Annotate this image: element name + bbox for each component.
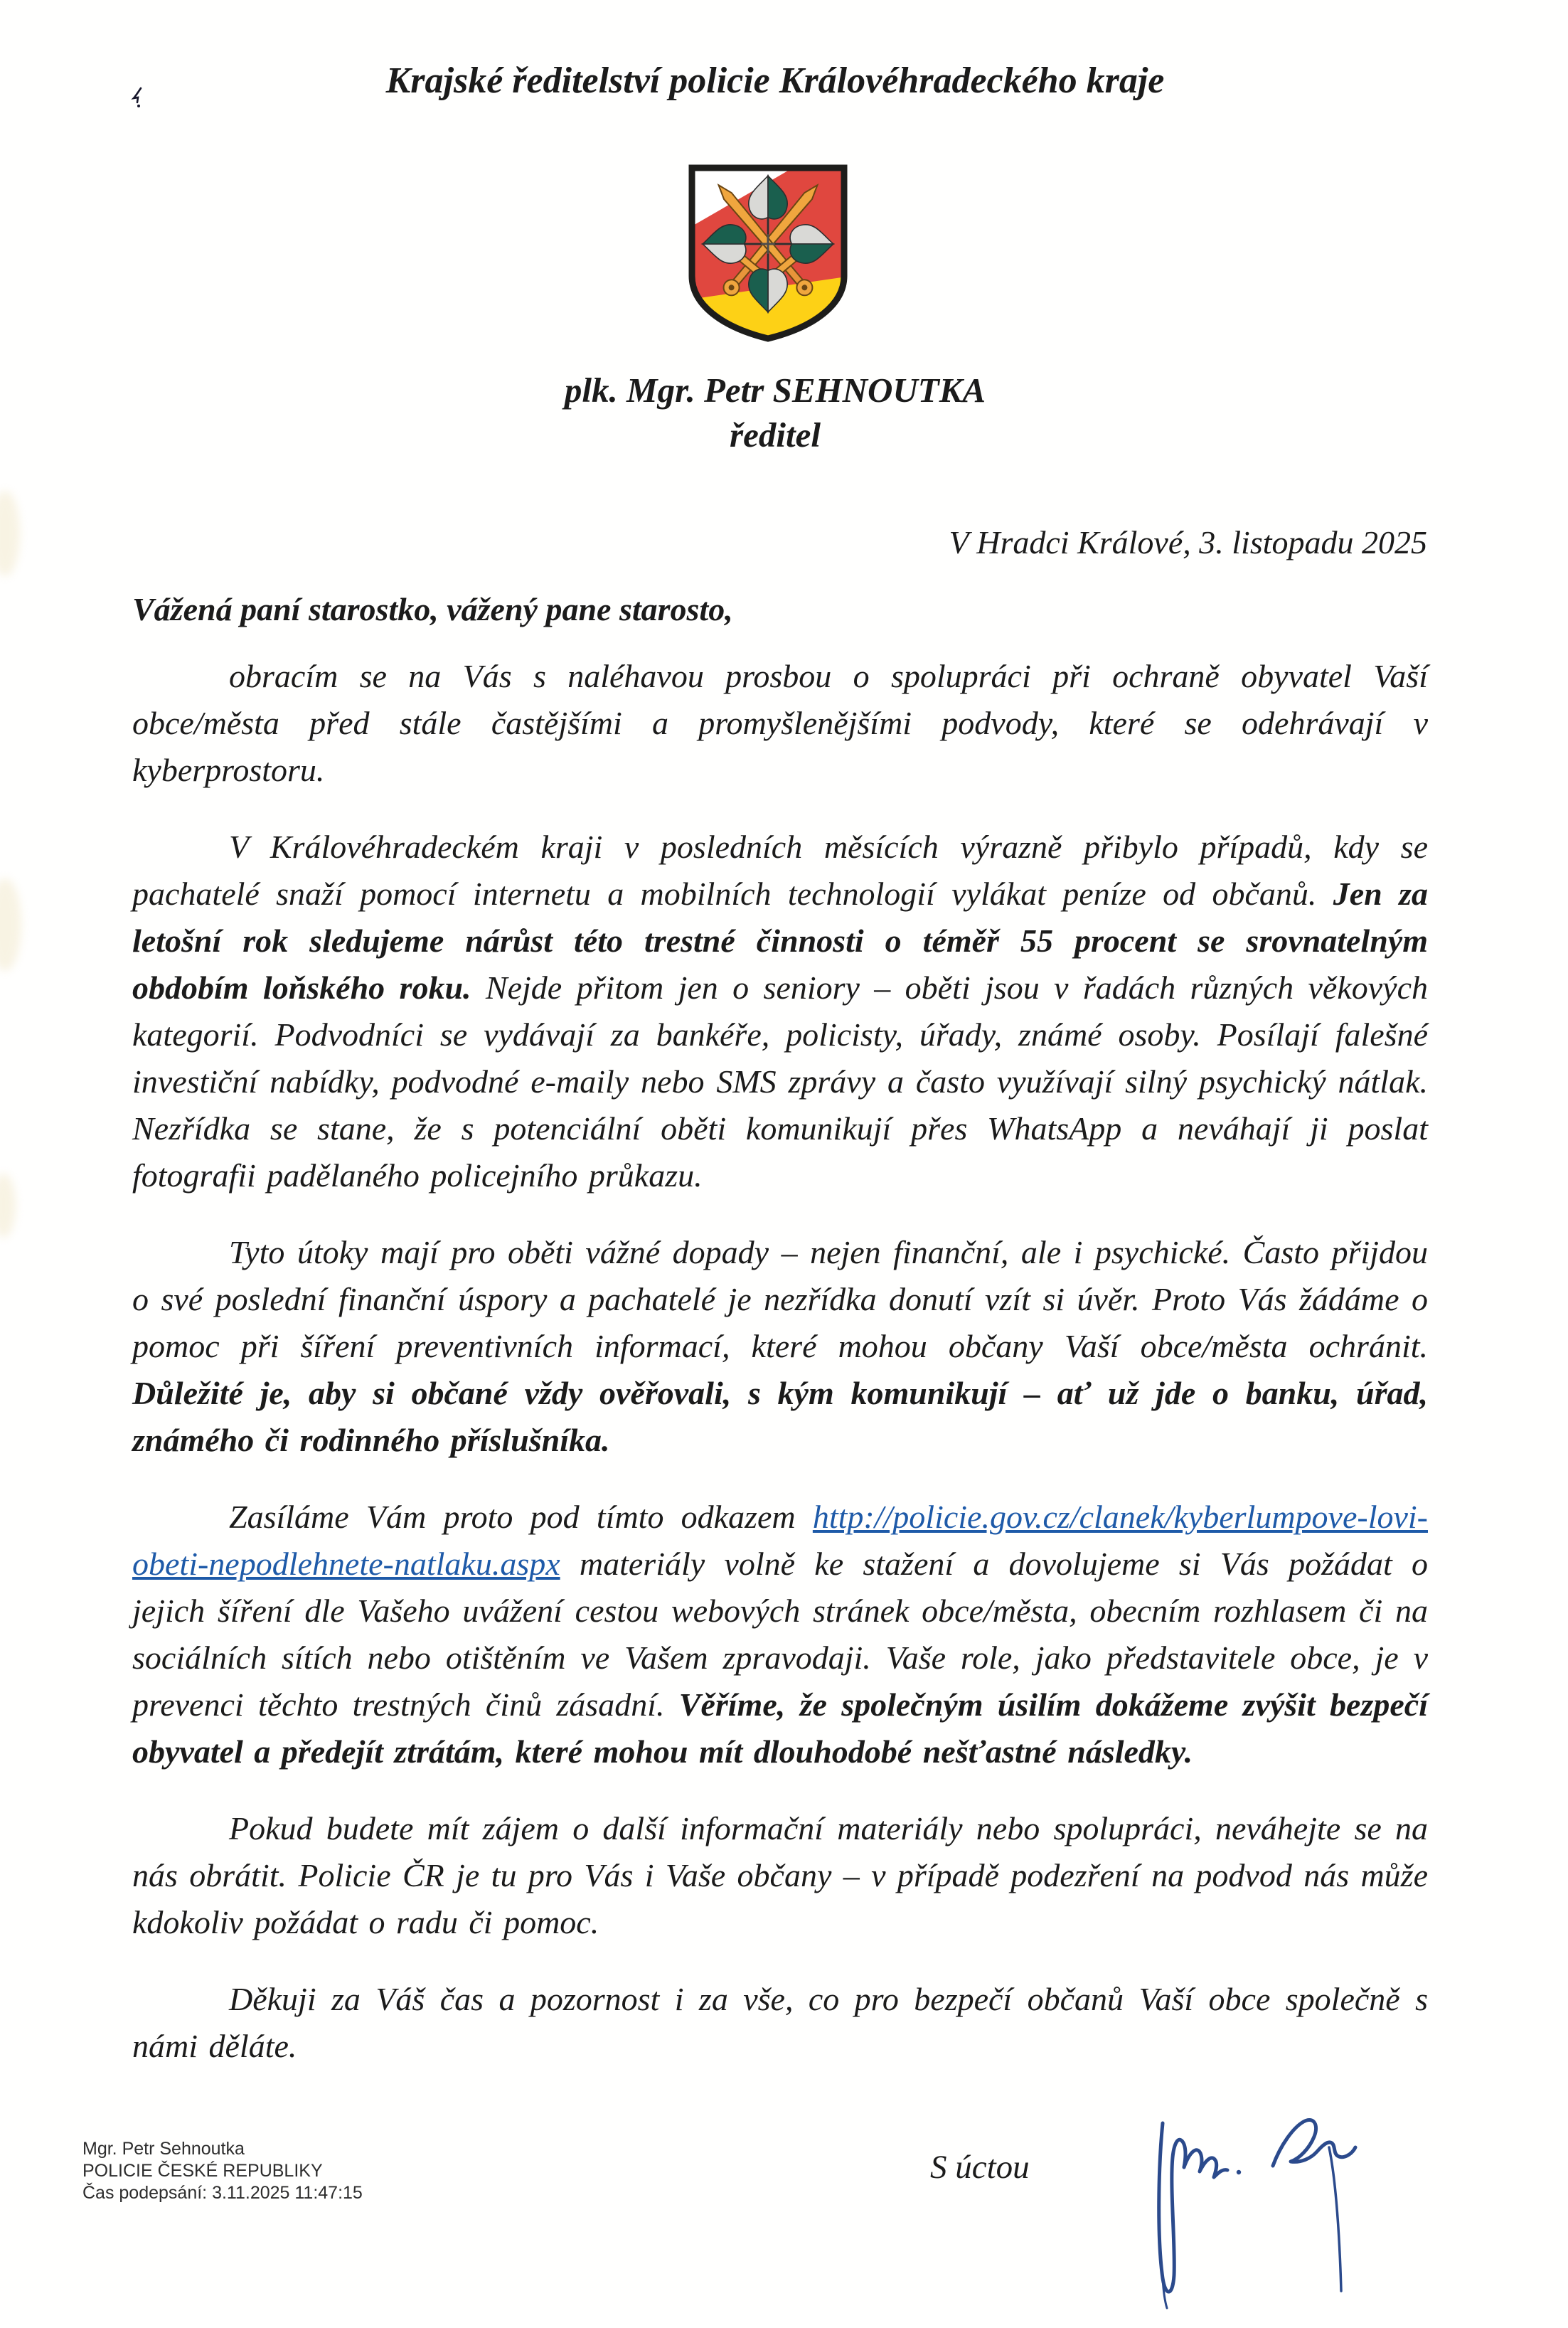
paragraph-2 bbox=[132, 824, 1428, 1199]
text-run: Tyto útoky mají pro oběti vážné dopady – nejen finanční, ale i psychické. Často přijdou o své poslední finanční úspory a pachatelé je nezřídka donutí vzít si úvěr. Proto Vás žádáme o pomoc při šíření preventivních informací, které mohou občany Vaší obce/města ochránit. bbox=[132, 1234, 1428, 1364]
scan-smudge bbox=[0, 491, 20, 576]
paragraph-3 bbox=[132, 1229, 1428, 1464]
stamp-signer-name: Mgr. Petr Sehnoutka bbox=[82, 2139, 245, 2159]
director-name: plk. Mgr. Petr SEHNOUTKA bbox=[564, 371, 986, 410]
text-run: materiály volně ke stažení a dovolujeme si Vás požádat o jejich šíření dle Vašeho uvážení cestou webových stránek obce/města, obecním rozhlasem či na sociálních sítích nebo otištěním ve Vašem zpravodaji. Vaše role, jako představitele obce, je v prevenci těchto trestných činů zásadní. bbox=[132, 1546, 1428, 1723]
text-run: V Královéhradeckém kraji v posledních měsících výrazně přibylo případů, kdy se pachatelé snaží pomocí internetu a mobilních technologií vylákat peníze od občanů. bbox=[132, 829, 1428, 912]
salutation: Vážená paní starostko, vážený pane starosto, bbox=[132, 591, 733, 627]
digital-signature-stamp bbox=[82, 2138, 363, 2204]
bold-run: Důležité je, aby si občané vždy ověřovali, s kým komunikují – ať už jde o banku, úřad, známého či rodinného příslušníka. bbox=[132, 1375, 1428, 1458]
scan-smudge bbox=[0, 878, 21, 971]
date-line: V Hradci Králové, 3. listopadu 2025 bbox=[949, 524, 1427, 560]
text-run: obracím se na Vás s naléhavou prosbou o spolupráci při ochraně obyvatel Vaší obce/města před stále častějšími a promyšlenějšími podvody, které se odehrávají v kyberprostoru. bbox=[132, 658, 1428, 788]
scan-speck bbox=[131, 87, 148, 111]
director-role: ředitel bbox=[730, 415, 821, 455]
stamp-sign-time: Čas podepsání: 3.11.2025 11:47:15 bbox=[82, 2183, 363, 2203]
policie-article-link[interactable]: http://policie.gov.cz/clanek/kyberlumpove-lovi-obeti-nepodlehnete-natlaku.aspx bbox=[132, 1499, 1428, 1582]
letter-body bbox=[132, 653, 1428, 2100]
text-run: Nejde přitom jen o seniory – oběti jsou v řadách různých věkových kategorií. Podvodníci se vydávají za bankéře, policisty, úřady, známé osoby. Posílají falešné investiční nabídky, podvodné e-maily nebo SMS zprávy a často využívají silný psychický nátlak. Nezřídka se stane, že s potenciální oběti komunikují přes WhatsApp a neváhají ji poslat fotografii padělaného policejního průkazu. bbox=[132, 969, 1429, 1194]
police-crest-icon bbox=[685, 161, 851, 347]
stamp-organization: POLICIE ČESKÉ REPUBLIKY bbox=[82, 2161, 323, 2181]
paragraph-6: Děkuji za Váš čas a pozornost i za vše, co pro bezpečí občanů Vaší obce společně s námi děláte. bbox=[132, 1981, 1428, 2064]
page-title: Krajské ředitelství policie Královéhradeckého kraje bbox=[385, 60, 1165, 101]
bold-run: Věříme, že společným úsilím dokážeme zvýšit bezpečí obyvatel a předejít ztrátám, které mohou mít dlouhodobé nešťastné následky. bbox=[132, 1686, 1428, 1770]
paragraph-1 bbox=[132, 653, 1428, 794]
paragraph-5: Pokud budete mít zájem o další informační materiály nebo spolupráci, neváhejte se na nás obrátit. Policie ČR je tu pro Vás i Vaše občany – v případě podezření na podvod nás může kdokoliv požádat o radu či pomoc. bbox=[132, 1810, 1428, 1940]
bold-run: Jen za letošní rok sledujeme nárůst této trestné činnosti o téměř 55 procent se srovnatelným obdobím loňského roku. bbox=[132, 876, 1428, 1006]
crest-field bbox=[685, 161, 851, 347]
closing-regards: S úctou bbox=[930, 2149, 1030, 2186]
paragraph-4 bbox=[132, 1494, 1428, 1775]
scan-smudge bbox=[0, 1174, 16, 1238]
handwritten-signature bbox=[1141, 2066, 1362, 2315]
text-run: Zasíláme Vám proto pod tímto odkazem bbox=[229, 1499, 813, 1535]
